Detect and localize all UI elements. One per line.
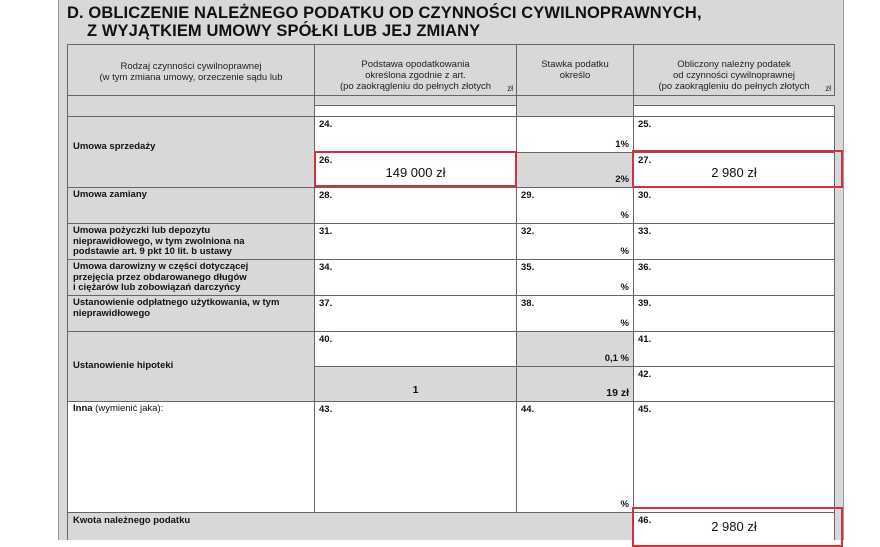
field-30-number: 30. bbox=[638, 190, 652, 201]
row-label-donation bbox=[67, 259, 315, 296]
field-24-number: 24. bbox=[319, 119, 333, 130]
highlight-field-27 bbox=[632, 150, 843, 188]
field-30[interactable] bbox=[633, 187, 835, 224]
header-calculated-tax-line1: Obliczony należny podatek bbox=[677, 59, 791, 70]
field-25[interactable] bbox=[633, 116, 835, 153]
header-calculated-tax-line3: (po zaokrągleniu do pełnych złotych bbox=[658, 81, 810, 92]
other-label-rest: (wymienić jaka): bbox=[92, 403, 164, 414]
donation-label-line2: przejęcia przez obdarowanego długów bbox=[73, 271, 247, 283]
row-label-mortgage bbox=[67, 331, 315, 402]
field-42-number: 42. bbox=[638, 369, 652, 380]
tax-due-label: Kwota należnego podatku bbox=[73, 515, 191, 526]
mortgage-count-cell bbox=[314, 366, 517, 402]
field-31-number: 31. bbox=[319, 226, 333, 237]
field-37[interactable] bbox=[314, 295, 517, 332]
field-46-number: 46. bbox=[638, 515, 652, 526]
header-calculated-tax bbox=[633, 44, 835, 96]
field-36[interactable] bbox=[633, 259, 835, 296]
header-tax-base-line1: Podstawa opodatkowania bbox=[361, 59, 470, 70]
field-43[interactable] bbox=[314, 401, 517, 513]
row-label-exchange bbox=[67, 187, 315, 224]
field-24[interactable] bbox=[314, 116, 517, 153]
row-label-sale bbox=[67, 116, 315, 188]
section-title bbox=[67, 4, 702, 40]
header-tax-rate-line2: określo bbox=[559, 70, 591, 81]
field-40[interactable] bbox=[314, 331, 517, 367]
sale-label: Umowa sprzedaży bbox=[73, 141, 156, 152]
field-25-number: 25. bbox=[638, 119, 652, 130]
section-title-line1: D. OBLICZENIE NALEŻNEGO PODATKU OD CZYNNOŚCI CYWILNOPRAWNYCH, bbox=[67, 4, 702, 22]
field-35-percent: % bbox=[620, 282, 629, 293]
field-35[interactable] bbox=[516, 259, 634, 296]
field-28-number: 28. bbox=[319, 190, 333, 201]
field-33[interactable] bbox=[633, 223, 835, 260]
field-38-percent: % bbox=[620, 318, 629, 329]
rate-2-percent bbox=[516, 152, 634, 188]
field-42[interactable] bbox=[633, 366, 835, 402]
spacer-cell bbox=[516, 95, 634, 117]
field-26-number: 26. bbox=[319, 155, 333, 166]
field-40-number: 40. bbox=[319, 334, 333, 345]
loan-label-line3: podstawie art. 9 pkt 10 lit. b ustawy bbox=[73, 246, 232, 257]
mortgage-label: Ustanowienie hipoteki bbox=[73, 360, 174, 371]
header-calculated-tax-unit: zł bbox=[825, 84, 831, 93]
row-label-usufruct bbox=[67, 295, 315, 332]
field-41[interactable] bbox=[633, 331, 835, 367]
field-33-number: 33. bbox=[638, 226, 652, 237]
rate-0-1-percent bbox=[516, 331, 634, 367]
mortgage-fixed-amount-value: 19 zł bbox=[606, 387, 629, 399]
rate-2-percent-value: 2% bbox=[615, 174, 629, 185]
tax-calculation-table bbox=[67, 44, 835, 540]
field-32-number: 32. bbox=[521, 226, 535, 237]
header-calculated-tax-line2: od czynności cywilnoprawnej bbox=[673, 70, 795, 81]
usufruct-label-line1: Ustanowienie odpłatnego użytkowania, w tym bbox=[73, 297, 280, 308]
header-tax-rate-line1: Stawka podatku bbox=[541, 59, 609, 70]
donation-label-line1: Umowa darowizny w części dotyczącej bbox=[73, 261, 249, 272]
field-45[interactable] bbox=[633, 401, 835, 513]
spacer-cell bbox=[67, 95, 315, 117]
field-39[interactable] bbox=[633, 295, 835, 332]
field-31[interactable] bbox=[314, 223, 517, 260]
field-34-number: 34. bbox=[319, 262, 333, 273]
field-28[interactable] bbox=[314, 187, 517, 224]
header-activity-type bbox=[67, 44, 315, 96]
field-44-percent: % bbox=[620, 499, 629, 510]
field-46-value: 2 980 zł bbox=[711, 519, 757, 534]
rate-1-percent-value: 1% bbox=[615, 139, 629, 150]
header-tax-base-line3: (po zaokrągleniu do pełnych złotych bbox=[339, 81, 492, 92]
field-other-description[interactable] bbox=[67, 401, 315, 513]
form-section-d bbox=[58, 0, 844, 540]
field-35-number: 35. bbox=[521, 262, 535, 273]
mortgage-fixed-amount bbox=[516, 366, 634, 402]
field-29[interactable] bbox=[516, 187, 634, 224]
loan-label-line2: nieprawidłowego, w tym zwolniona na bbox=[73, 235, 245, 247]
field-39-number: 39. bbox=[638, 298, 652, 309]
field-27-value: 2 980 zł bbox=[711, 165, 757, 180]
row-label-tax-due bbox=[67, 512, 634, 540]
field-36-number: 36. bbox=[638, 262, 652, 273]
header-tax-base-line2: określona zgodnie z art. bbox=[365, 70, 466, 81]
field-34[interactable] bbox=[314, 259, 517, 296]
usufruct-label-line2: nieprawidłowego bbox=[73, 307, 151, 319]
field-26-value: 149 000 zł bbox=[385, 165, 446, 180]
header-activity-type-line1: Rodzaj czynności cywilnoprawnej bbox=[120, 61, 262, 72]
other-label bbox=[68, 402, 314, 415]
header-tax-rate bbox=[516, 44, 634, 96]
header-tax-base-unit: zł bbox=[507, 84, 513, 93]
field-37-number: 37. bbox=[319, 298, 333, 309]
header-tax-base bbox=[314, 44, 517, 96]
row-label-loan bbox=[67, 223, 315, 260]
field-32-percent: % bbox=[620, 246, 629, 257]
field-45-number: 45. bbox=[638, 404, 652, 415]
field-44[interactable] bbox=[516, 401, 634, 513]
rate-0-1-percent-value: 0,1 % bbox=[604, 353, 629, 364]
field-27-number: 27. bbox=[638, 155, 652, 166]
field-43-number: 43. bbox=[319, 404, 333, 415]
exchange-label: Umowa zamiany bbox=[73, 189, 147, 200]
field-29-percent: % bbox=[620, 210, 629, 221]
rate-1-percent bbox=[516, 116, 634, 153]
field-44-number: 44. bbox=[521, 404, 535, 415]
donation-label-line3: i ciężarów lub zobowiązań darczyńcy bbox=[73, 282, 241, 293]
header-activity-type-line2: (w tym zmiana umowy, orzeczenie sądu lub bbox=[99, 72, 283, 83]
highlight-field-46 bbox=[632, 507, 843, 547]
field-32[interactable] bbox=[516, 223, 634, 260]
field-41-number: 41. bbox=[638, 334, 652, 345]
field-38[interactable] bbox=[516, 295, 634, 332]
other-label-bold: Inna bbox=[73, 403, 93, 414]
loan-label-line1: Umowa pożyczki lub depozytu bbox=[73, 225, 211, 236]
mortgage-count-value: 1 bbox=[412, 384, 419, 396]
highlight-field-26 bbox=[314, 151, 517, 187]
section-title-line2: Z WYJĄTKIEM UMOWY SPÓŁKI LUB JEJ ZMIANY bbox=[87, 22, 481, 40]
field-38-number: 38. bbox=[521, 298, 535, 309]
field-29-number: 29. bbox=[521, 190, 535, 201]
